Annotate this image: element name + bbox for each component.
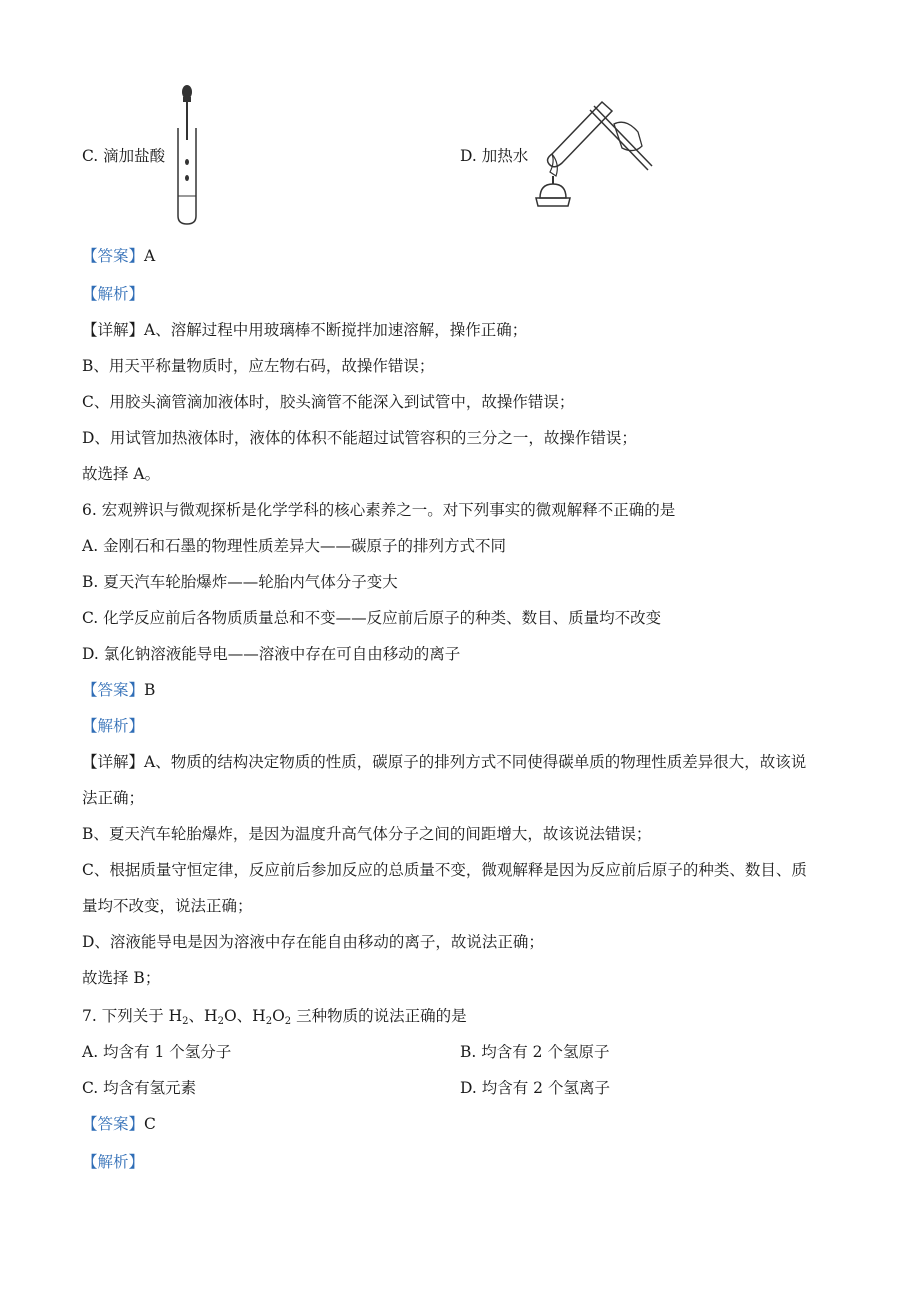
answer-tag: 【答案】 (82, 247, 145, 265)
q7-option-b: B. 均含有 2 个氢原子 (460, 1043, 610, 1061)
q7-option-d: D. 均含有 2 个氢离子 (460, 1079, 610, 1097)
dropper-test-tube-figure (170, 84, 204, 228)
q5-detail-d: D、用试管加热液体时，液体的体积不能超过试管容积的三分之一，故操作错误； (82, 429, 637, 447)
detail-text: A、溶解过程中用玻璃棒不断搅拌加速溶解，操作正确； (144, 321, 528, 339)
detail-text: A、物质的结构决定物质的性质，碳原子的排列方式不同使得碳单质的物理性质差异很大，故该说 (144, 753, 807, 771)
answer-tag: 【答案】 (82, 681, 145, 699)
q5-answer (82, 246, 155, 266)
q6-option-d: D. 氯化钠溶液能导电——溶液中存在可自由移动的离子 (82, 645, 461, 663)
q6-detail-c-1: C、根据质量守恒定律，反应前后参加反应的总质量不变，微观解释是因为反应前后原子的种类、数目、质 (82, 861, 807, 879)
q6-answer (82, 680, 155, 700)
q5-detail-c: C、用胶头滴管滴加液体时，胶头滴管不能深入到试管中，故操作错误； (82, 393, 575, 411)
q5-detail-b: B、用天平称量物质时，应左物右码，故操作错误； (82, 357, 435, 375)
q5-analysis-tag: 【解析】 (82, 285, 145, 303)
detail-tag: 【详解】 (82, 753, 145, 771)
q5-conclusion: 故选择 A。 (82, 465, 161, 483)
answer-value: A (144, 247, 156, 265)
q6-detail-d: D、溶液能导电是因为溶液中存在能自由移动的离子，故说法正确； (82, 933, 544, 951)
detail-tag: 【详解】 (82, 321, 145, 339)
q7-option-a: A. 均含有 1 个氢分子 (82, 1043, 232, 1061)
q6-conclusion: 故选择 B； (82, 969, 161, 987)
q7-stem: 7. 下列关于 $H_2$、$H_2O$、$H_2O_2$ 三种物质的说法正确的是 (82, 1007, 467, 1027)
q6-detail-a-1 (82, 752, 806, 772)
q6-detail-b: B、夏天汽车轮胎爆炸，是因为温度升高气体分子之间的间距增大，故该说法错误； (82, 825, 652, 843)
option-d-label: D. 加热水 (460, 147, 529, 165)
q7-answer (82, 1114, 156, 1134)
q5-detail-a (82, 320, 527, 340)
option-c-label: C. 滴加盐酸 (82, 147, 166, 165)
q6-analysis-tag: 【解析】 (82, 717, 145, 735)
answer-value: B (144, 681, 156, 699)
q7-analysis-tag: 【解析】 (82, 1153, 145, 1171)
q6-option-b: B. 夏天汽车轮胎爆炸——轮胎内气体分子变大 (82, 573, 398, 591)
heating-test-tube-figure (530, 92, 660, 214)
q7-option-c: C. 均含有氢元素 (82, 1079, 197, 1097)
answer-tag: 【答案】 (82, 1115, 145, 1133)
q6-option-c: C. 化学反应前后各物质质量总和不变——反应前后原子的种类、数目、质量均不改变 (82, 609, 662, 627)
q6-detail-c-2: 量均不改变，说法正确； (82, 897, 253, 915)
q6-stem: 6. 宏观辨识与微观探析是化学学科的核心素养之一。对下列事实的微观解释不正确的是 (82, 501, 676, 519)
answer-value: C (144, 1115, 156, 1133)
q6-detail-a-2: 法正确； (82, 789, 145, 807)
q6-option-a: A. 金刚石和石墨的物理性质差异大——碳原子的排列方式不同 (82, 537, 507, 555)
